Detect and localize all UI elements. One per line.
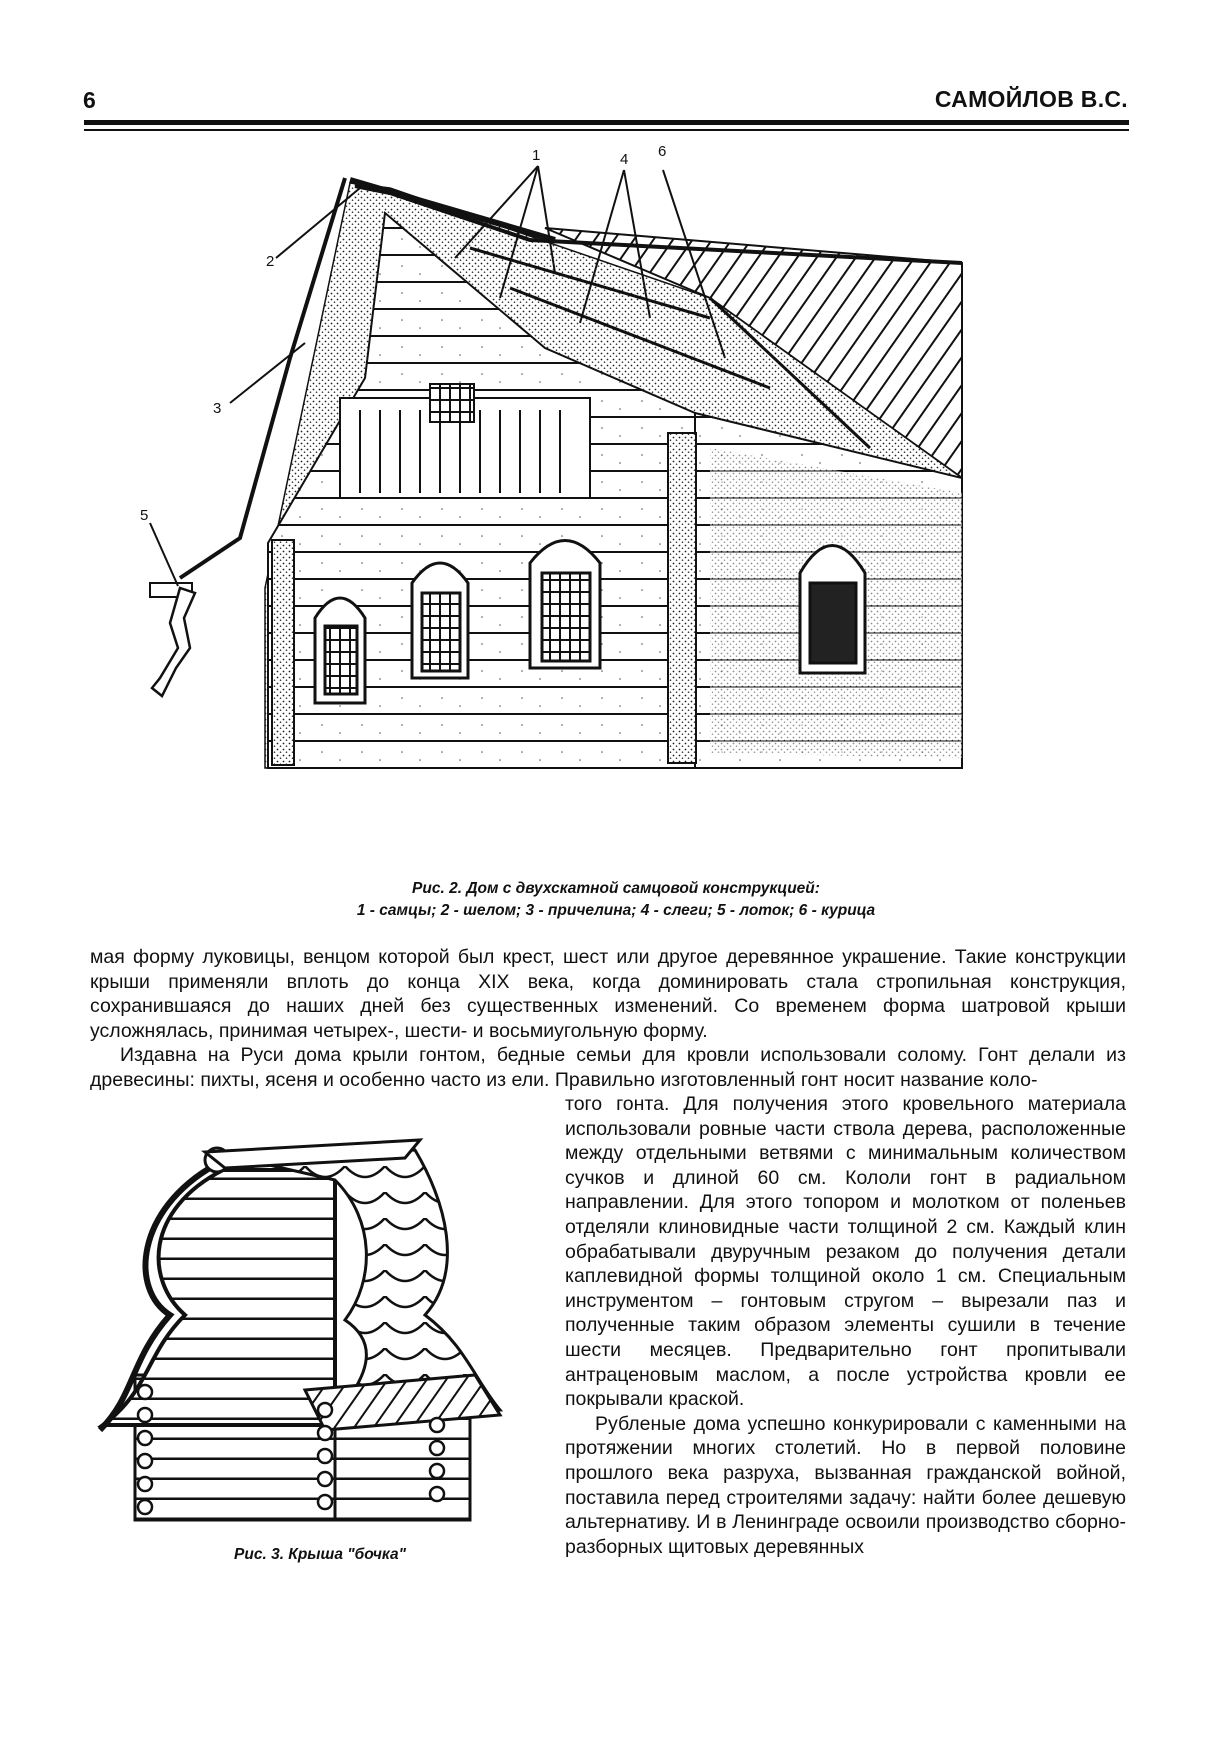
- callout-6: 6: [658, 143, 667, 160]
- figure-2-house-illustration: [140, 143, 1082, 868]
- callout-2: 2: [266, 253, 275, 270]
- running-head-author: САМОЙЛОВ В.С.: [934, 86, 1128, 112]
- figure-2-caption-title: Рис. 2. Дом с двухскатной самцовой конструкцией:: [412, 880, 820, 897]
- callout-4: 4: [620, 151, 629, 168]
- paragraph-1: мая форму луковицы, венцом которой был крест, шест или другое деревянное украшение. Такие конструкции крыши применяли вплоть до конца XIX века, когда доминировать стала стропильная конструкция, сохранившаяся до наших дней без существенных изменений. Со временем форма шатровой крыши усложнялась, принимая четырех-, шести- и восьмиугольную форму.: [90, 946, 1126, 1042]
- paragraph-2-start: Издавна на Руси дома крыли гонтом, бедные семьи для кровли использовали солому. Гонт делали из древесины: пихты, ясеня и особенно часто из ели. Правильно изготовленный гонт носит название коло-: [90, 1044, 1126, 1091]
- callout-5: 5: [140, 507, 149, 524]
- callout-1: 1: [532, 147, 541, 164]
- paragraph-2-continued: того гонта. Для получения этого кровельного материала использовали ровные части ствола дерева, расположенные между отдельными ветвями с минимальным количеством сучков и длиной 60 см. Кололи гонт в радиальном направлении. Для этого топором и молотком от поленьев отделяли клиновидные части толщиной 2 см. Каждый клин обрабатывали двуручным резаком до получения детали каплевидной формы толщиной около 1 см. Специальным инструментом – гонтовым стругом – вырезали паз и полученные таким образом элементы сушили в течение шести месяцев. Предварительно гонт пропитывали антраценовым маслом, а после устройства кровли ее покрывали краской.: [565, 1093, 1126, 1411]
- figure-2-caption: [150, 878, 1082, 922]
- figure-3-barrel-roof-illustration: [105, 1140, 535, 1530]
- paragraph-3: Рубленые дома успешно конкурировали с каменными на протяжении многих столетий. Но в первой половине прошлого века разруха, вызванная гражданской войной, поставила перед строителями задачу: найти более дешевую альтернативу. И в Ленинграде освоили производство сборно-разборных щитовых деревянных: [565, 1412, 1126, 1558]
- callout-3: 3: [213, 400, 222, 417]
- figure-2-caption-legend: 1 - самцы; 2 - шелом; 3 - причелина; 4 - слеги; 5 - лоток; 6 - курица: [356, 902, 876, 919]
- header-rule-thin: [84, 129, 1129, 131]
- body-text-right-column: [565, 1092, 1126, 1559]
- page-number: 6: [83, 87, 96, 113]
- header-rule-thick: [84, 120, 1129, 125]
- body-text-full-width: [90, 945, 1126, 1093]
- figure-3-caption: Рис. 3. Крыша "бочка": [234, 1546, 406, 1563]
